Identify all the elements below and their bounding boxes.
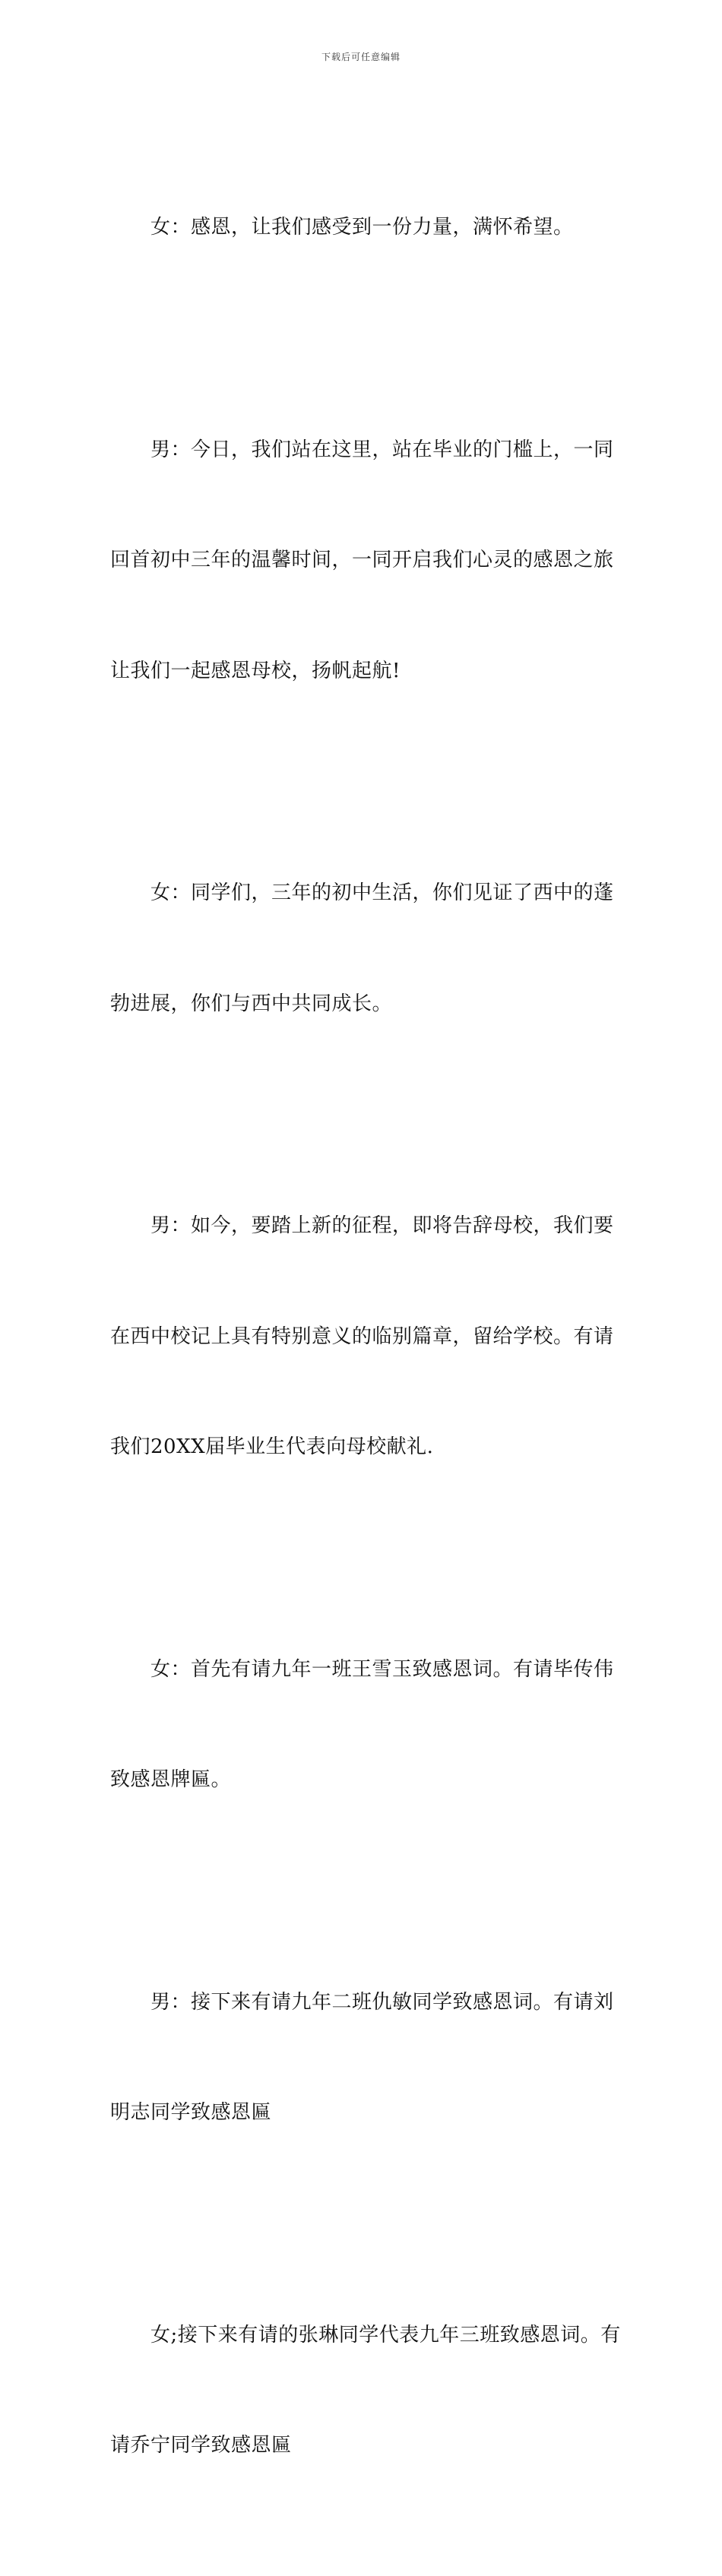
paragraph	[110, 358, 621, 764]
text-line: 请乔宁同学致感恩匾	[110, 2434, 292, 2457]
text-line: 勃进展，你们与西中共同成长。	[110, 992, 393, 1015]
text-line: 男：今日，我们站在这里，站在毕业的门槛上，一同	[110, 438, 614, 461]
text-line: 女：感恩，让我们感受到一份力量，满怀希望。	[110, 216, 574, 239]
text-line: 女：同学们，三年的初中生活，你们见证了西中的蓬	[110, 881, 614, 904]
text-line: 在西中校记上具有特别意义的临别篇章，留给学校。有请	[110, 1324, 614, 1348]
text-line: 男：接下来有请九年二班仇敏同学致感恩词。有请刘	[110, 1990, 614, 2014]
paragraph	[110, 1134, 621, 1540]
text-line: 明志同学致感恩匾	[110, 2101, 272, 2124]
text-line: 让我们一起感恩母校，扬帆起航!	[110, 659, 401, 682]
page-header: 下载后可任意编辑	[321, 52, 401, 62]
text-line: 女：首先有请九年一班王雪玉致感恩词。有请毕传伟	[110, 1657, 614, 1681]
paragraph	[110, 1578, 621, 1872]
paragraph	[110, 1910, 621, 2205]
text-line: 女;接下来有请的张琳同学代表九年三班致感恩词。有	[110, 2323, 621, 2347]
text-line: 回首初中三年的温馨时间，一同开启我们心灵的感恩之旅	[110, 549, 614, 571]
paragraph	[110, 2243, 621, 2538]
text-line: 致感恩牌匾。	[110, 1768, 232, 1791]
paragraph	[110, 801, 621, 1096]
document-body	[110, 135, 621, 2576]
text-line: 男：如今，要踏上新的征程，即将告辞母校，我们要	[110, 1214, 614, 1237]
paragraph	[110, 135, 621, 320]
text-line: 我们20XX届毕业生代表向母校献礼.	[110, 1435, 434, 1458]
